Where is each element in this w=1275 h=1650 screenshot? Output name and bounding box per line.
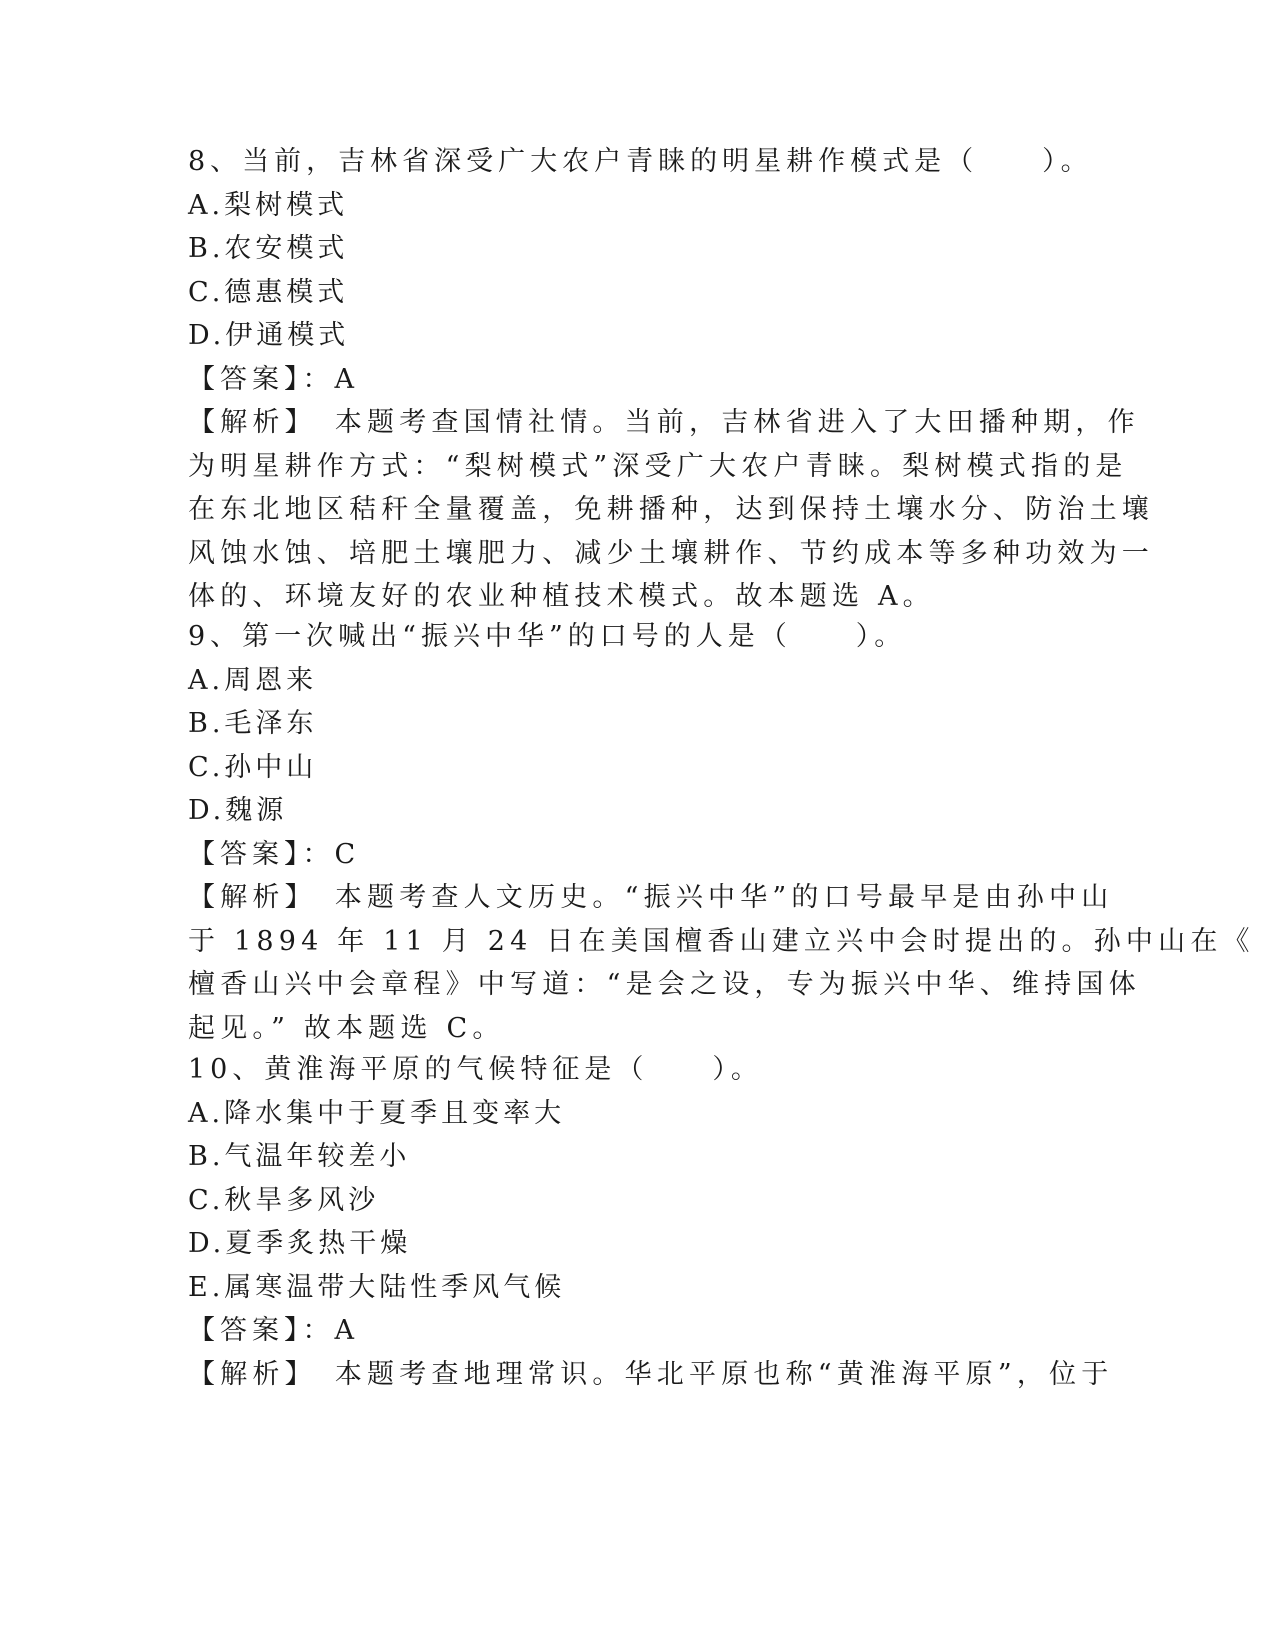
analysis-line [188, 876, 1114, 920]
option-b: B.毛泽东 [188, 708, 318, 739]
option-b: B.气温年较差小 [188, 1141, 411, 1172]
analysis-text: 于 1894 年 11 月 24 日在美国檀香山建立兴中会时提出的。孙中山在《 [188, 925, 1255, 957]
option-c: C.德惠模式 [188, 276, 349, 308]
question-stem: 8、当前，吉林省深受广大农户青睐的明星耕作模式是（ ）。 [188, 146, 1093, 177]
answer-line: 【答案】：A [188, 1315, 359, 1346]
analysis-label: 【解析】 [188, 882, 317, 913]
option-d: D.夏季炙热干燥 [188, 1228, 412, 1259]
option-b: B.农安模式 [188, 233, 349, 264]
analysis-text: 本题考查人文历史。“振兴中华”的口号最早是由孙中山 [334, 882, 1114, 913]
analysis-text: 为明星耕作方式：“梨树模式”深受广大农户青睐。梨树模式指的是 [188, 450, 1128, 482]
option-c: C.秋旱多风沙 [188, 1184, 380, 1216]
option-c: C.孙中山 [188, 751, 318, 783]
analysis-label: 【解析】 [188, 407, 317, 438]
analysis-text: 体的、环境友好的农业种植技术模式。故本题选 A。 [188, 581, 935, 612]
answer-line: 【答案】：C [188, 838, 361, 870]
option-a: A.降水集中于夏季且变率大 [188, 1097, 566, 1129]
question-stem: 10、黄淮海平原的气候特征是（ ）。 [188, 1054, 763, 1085]
answer-line: 【答案】：A [188, 363, 359, 395]
analysis-line [188, 401, 1140, 445]
option-a: A.梨树模式 [188, 189, 349, 221]
option-e: E.属寒温带大陆性季风气候 [188, 1271, 566, 1303]
question-9 [188, 615, 1255, 1050]
analysis-text: 檀香山兴中会章程》中写道：“是会之设，专为振兴中华、维持国体 [188, 969, 1141, 1000]
analysis-label: 【解析】 [188, 1358, 317, 1390]
analysis-text: 风蚀水蚀、培肥土壤肥力、减少土壤耕作、节约成本等多种功效为一 [188, 537, 1154, 569]
analysis-text: 起见。” 故本题选 C。 [188, 1012, 505, 1044]
question-8 [188, 140, 1154, 619]
question-stem: 9、第一次喊出“振兴中华”的口号的人是（ ）。 [188, 621, 907, 652]
option-d: D.魏源 [188, 795, 288, 826]
analysis-text: 本题考查地理常识。华北平原也称“黄淮海平原”，位于 [334, 1358, 1114, 1390]
question-10 [188, 1048, 1114, 1396]
option-a: A.周恩来 [188, 664, 318, 696]
analysis-line [188, 1353, 1114, 1397]
analysis-text: 在东北地区秸秆全量覆盖，免耕播种，达到保持土壤水分、防治土壤 [188, 494, 1154, 525]
analysis-text: 本题考查国情社情。当前，吉林省进入了大田播种期，作 [334, 407, 1140, 438]
option-d: D.伊通模式 [188, 320, 350, 351]
